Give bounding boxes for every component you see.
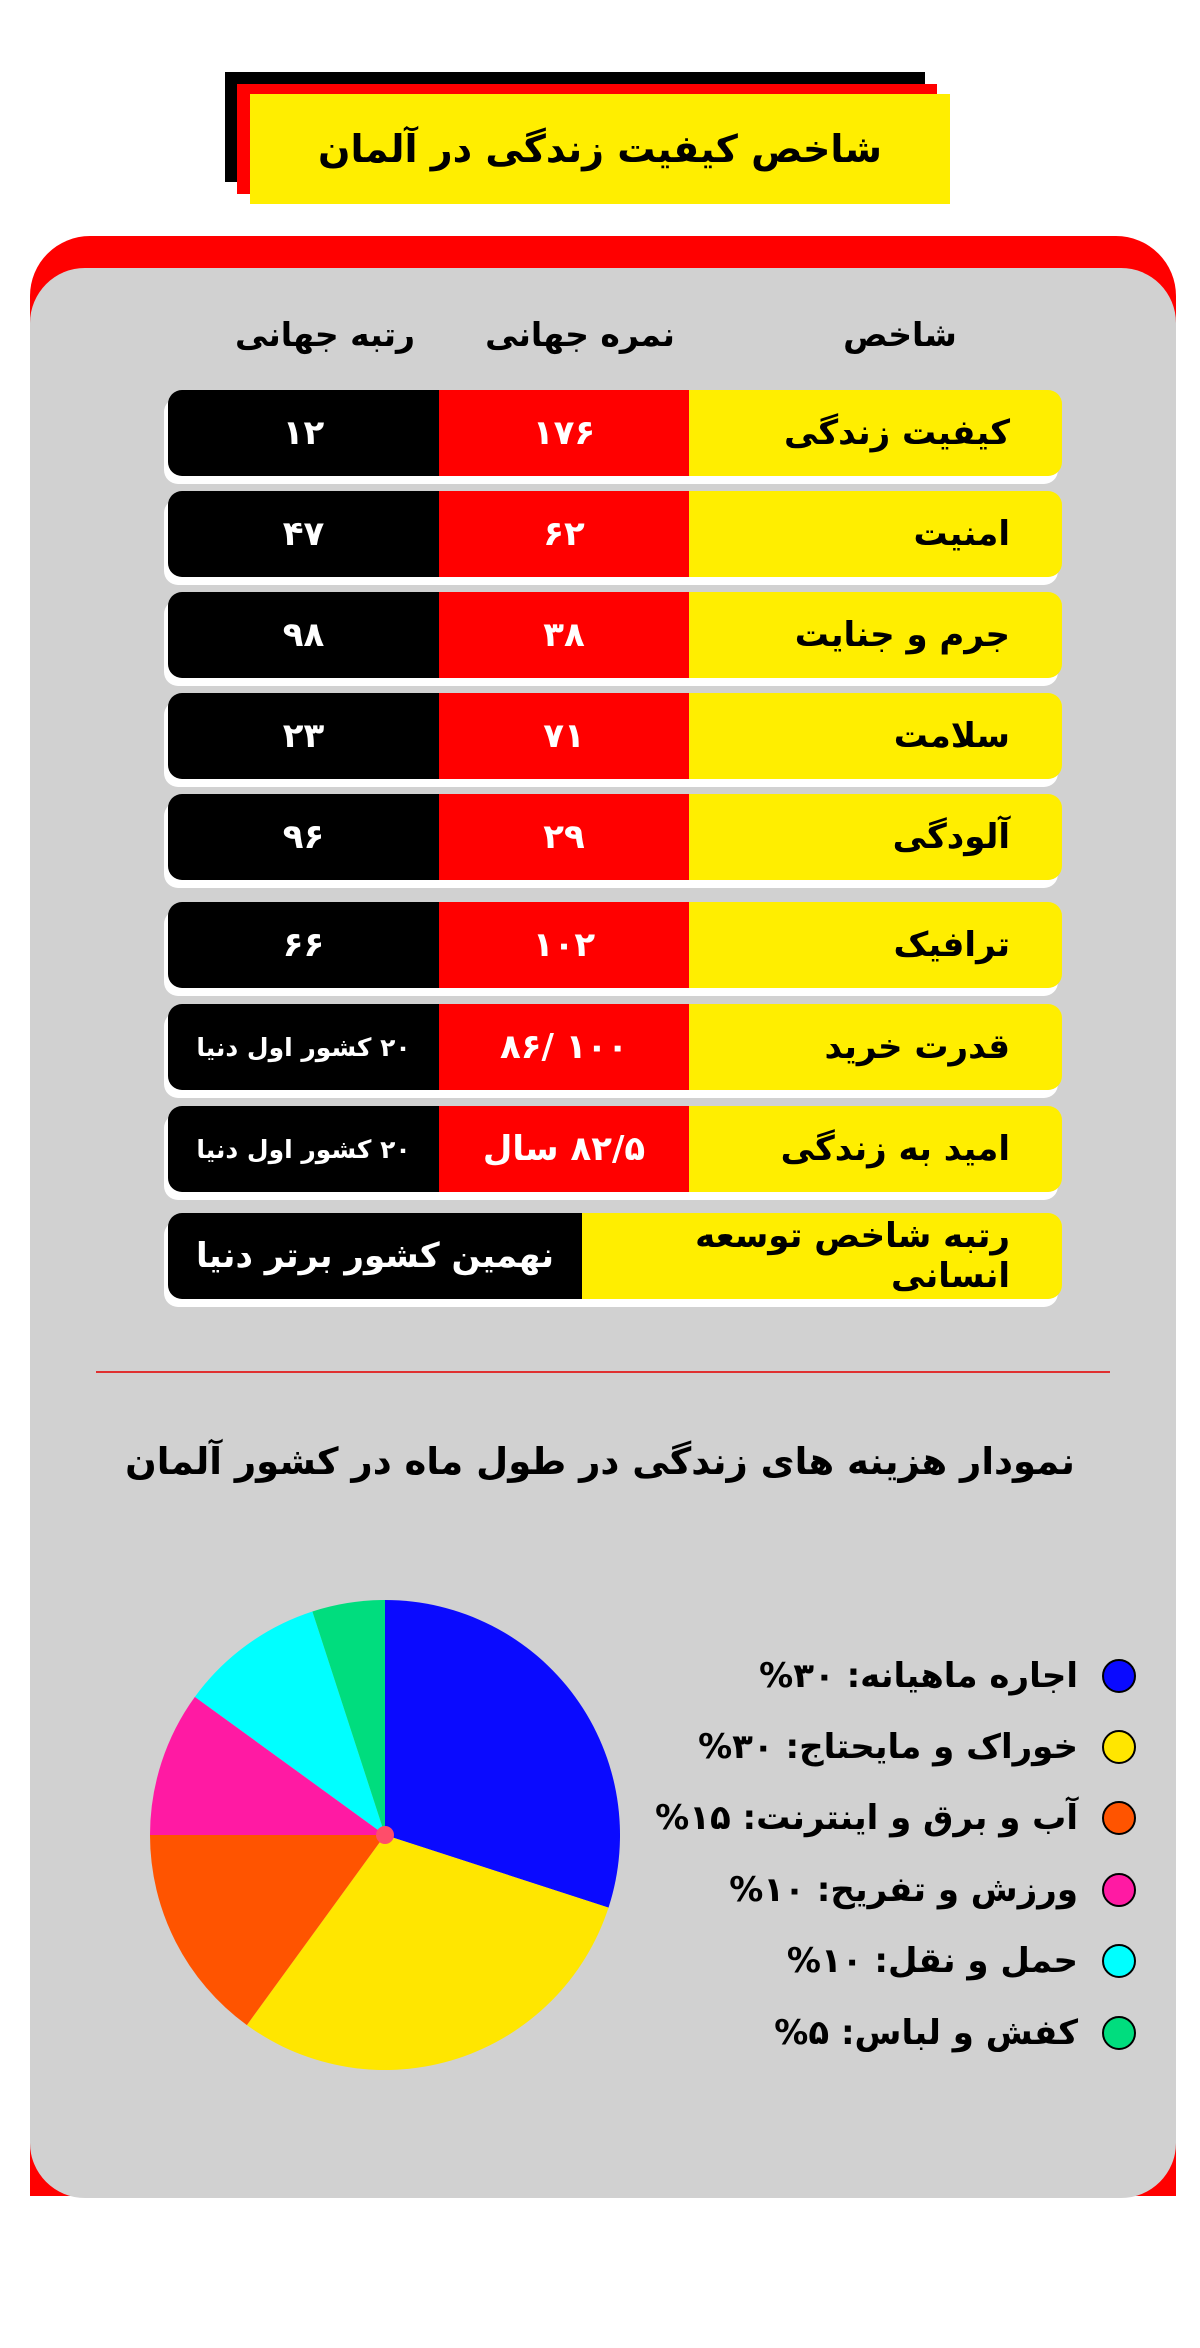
legend-label: آب و برق و اینترنت: ۱۵% (655, 1798, 1078, 1839)
row-rank: ۱۲ (168, 390, 439, 476)
legend-swatch (1102, 1730, 1136, 1764)
legend-label: حمل و نقل: ۱۰% (786, 1941, 1078, 1982)
legend-item (496, 1711, 1136, 1782)
row-label: سلامت (689, 693, 1062, 779)
legend-label: ورزش و تفریح: ۱۰% (729, 1869, 1078, 1910)
row-score: ۲۹ (439, 794, 689, 880)
row-label: جرم و جنایت (689, 592, 1062, 678)
page-title: شاخص کیفیت زندگی در آلمان (250, 94, 950, 204)
chart-legend (496, 1640, 1136, 2068)
row-label: قدرت خرید (689, 1004, 1062, 1090)
row-rank: ۹۶ (168, 794, 439, 880)
legend-label: خوراک و مایحتاج: ۳۰% (698, 1727, 1078, 1768)
row-rank: ۹۸ (168, 592, 439, 678)
hdi-label: رتبه شاخص توسعه انسانی (582, 1213, 1062, 1299)
legend-swatch (1102, 1944, 1136, 1978)
legend-swatch (1102, 1873, 1136, 1907)
row-score: ۳۸ (439, 592, 689, 678)
legend-swatch (1102, 2016, 1136, 2050)
chart-title: نمودار هزینه های زندگی در طول ماه در کشور آلمان (125, 1440, 1075, 1483)
row-score: ۶۲ (439, 491, 689, 577)
header-score: نمره جهانی (485, 315, 675, 354)
row-score: ۱۰۲ (439, 902, 689, 988)
row-score: ۸۲/۵ سال (439, 1106, 689, 1192)
row-score: ۱۰۰ /۸۶ (439, 1004, 689, 1090)
row-label: ترافیک (689, 902, 1062, 988)
legend-item (496, 1854, 1136, 1925)
legend-item (496, 1783, 1136, 1854)
row-label: آلودگی (689, 794, 1062, 880)
hdi-value: نهمین کشور برتر دنیا (168, 1213, 582, 1299)
row-score: ۷۱ (439, 693, 689, 779)
header-rank: رتبه جهانی (234, 315, 416, 354)
legend-item (496, 1640, 1136, 1711)
row-label: امنیت (689, 491, 1062, 577)
row-rank: ۲۳ (168, 693, 439, 779)
legend-label: کفش و لباس: ۵% (774, 2012, 1078, 2053)
row-rank: ۴۷ (168, 491, 439, 577)
legend-label: اجاره ماهیانه: ۳۰% (759, 1655, 1078, 1696)
legend-swatch (1102, 1659, 1136, 1693)
row-label: امید به زندگی (689, 1106, 1062, 1192)
row-rank: ۲۰ کشور اول دنیا (168, 1004, 439, 1090)
row-score: ۱۷۶ (439, 390, 689, 476)
header-indicator: شاخص (843, 315, 957, 354)
pie-center-dot (376, 1826, 394, 1844)
legend-swatch (1102, 1801, 1136, 1835)
legend-item (496, 1997, 1136, 2068)
row-rank: ۶۶ (168, 902, 439, 988)
row-rank: ۲۰ کشور اول دنیا (168, 1106, 439, 1192)
row-label: کیفیت زندگی (689, 390, 1062, 476)
legend-item (496, 1926, 1136, 1997)
